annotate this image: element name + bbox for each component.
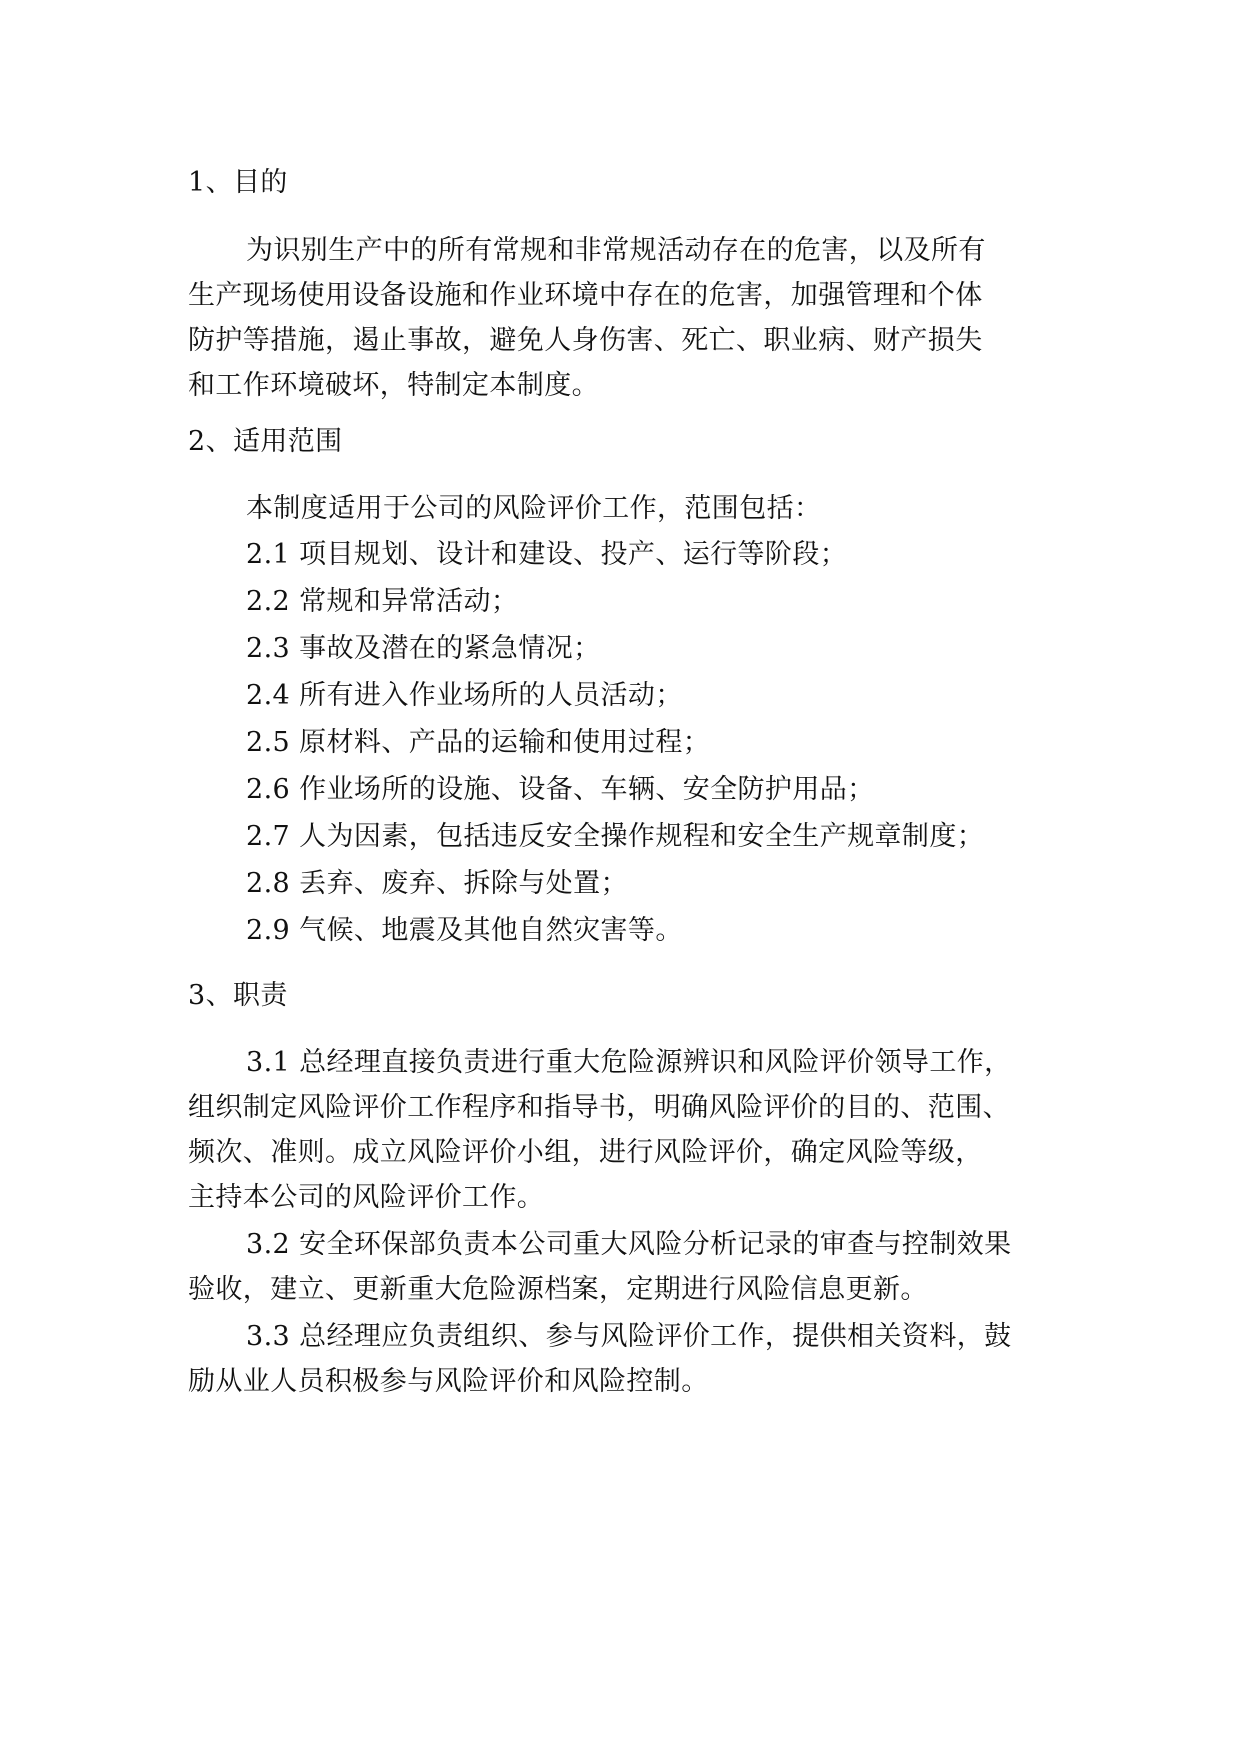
scope-item: 2.3 事故及潜在的紧急情况； — [246, 633, 601, 664]
section-3-p1-line: 组织制定风险评价工作程序和指导书，明确风险评价的目的、范围、 — [188, 1092, 1010, 1123]
section-3-p1-line: 频次、准则。成立风险评价小组，进行风险评价，确定风险等级， — [188, 1137, 983, 1168]
section-2-heading: 2、适用范围 — [188, 426, 343, 457]
section-2-intro: 本制度适用于公司的风险评价工作，范围包括： — [246, 493, 822, 524]
section-1-line: 生产现场使用设备设施和作业环境中存在的危害，加强管理和个体 — [188, 280, 983, 311]
section-3-heading: 3、职责 — [188, 980, 288, 1011]
scope-item: 2.9 气候、地震及其他自然灾害等。 — [246, 915, 683, 946]
scope-item: 2.5 原材料、产品的运输和使用过程； — [246, 727, 711, 758]
section-3-p2-line: 验收，建立、更新重大危险源档案，定期进行风险信息更新。 — [188, 1274, 928, 1305]
scope-item: 2.4 所有进入作业场所的人员活动； — [246, 680, 683, 711]
section-3-p3-line: 3.3 总经理应负责组织、参与风险评价工作，提供相关资料，鼓 — [246, 1321, 1012, 1352]
section-3-p3-line: 励从业人员积极参与风险评价和风险控制。 — [188, 1366, 709, 1397]
section-1-line: 防护等措施，遏止事故，避免人身伤害、死亡、职业病、财产损失 — [188, 325, 983, 356]
scope-item: 2.6 作业场所的设施、设备、车辆、安全防护用品； — [246, 774, 875, 805]
scope-item: 2.2 常规和异常活动； — [246, 586, 519, 617]
scope-item: 2.1 项目规划、设计和建设、投产、运行等阶段； — [246, 539, 848, 570]
section-1-line: 和工作环境破坏，特制定本制度。 — [188, 370, 599, 401]
section-3-p2-line: 3.2 安全环保部负责本公司重大风险分析记录的审查与控制效果 — [246, 1229, 1012, 1260]
scope-item: 2.8 丢弃、废弃、拆除与处置； — [246, 868, 628, 899]
section-3-p1-line: 主持本公司的风险评价工作。 — [188, 1182, 545, 1213]
scope-item: 2.7 人为因素，包括违反安全操作规程和安全生产规章制度； — [246, 821, 985, 852]
section-1-line: 为识别生产中的所有常规和非常规活动存在的危害，以及所有 — [246, 235, 986, 266]
section-3-p1-line: 3.1 总经理直接负责进行重大危险源辨识和风险评价领导工作， — [246, 1047, 1012, 1078]
section-1-heading: 1、目的 — [188, 167, 288, 198]
